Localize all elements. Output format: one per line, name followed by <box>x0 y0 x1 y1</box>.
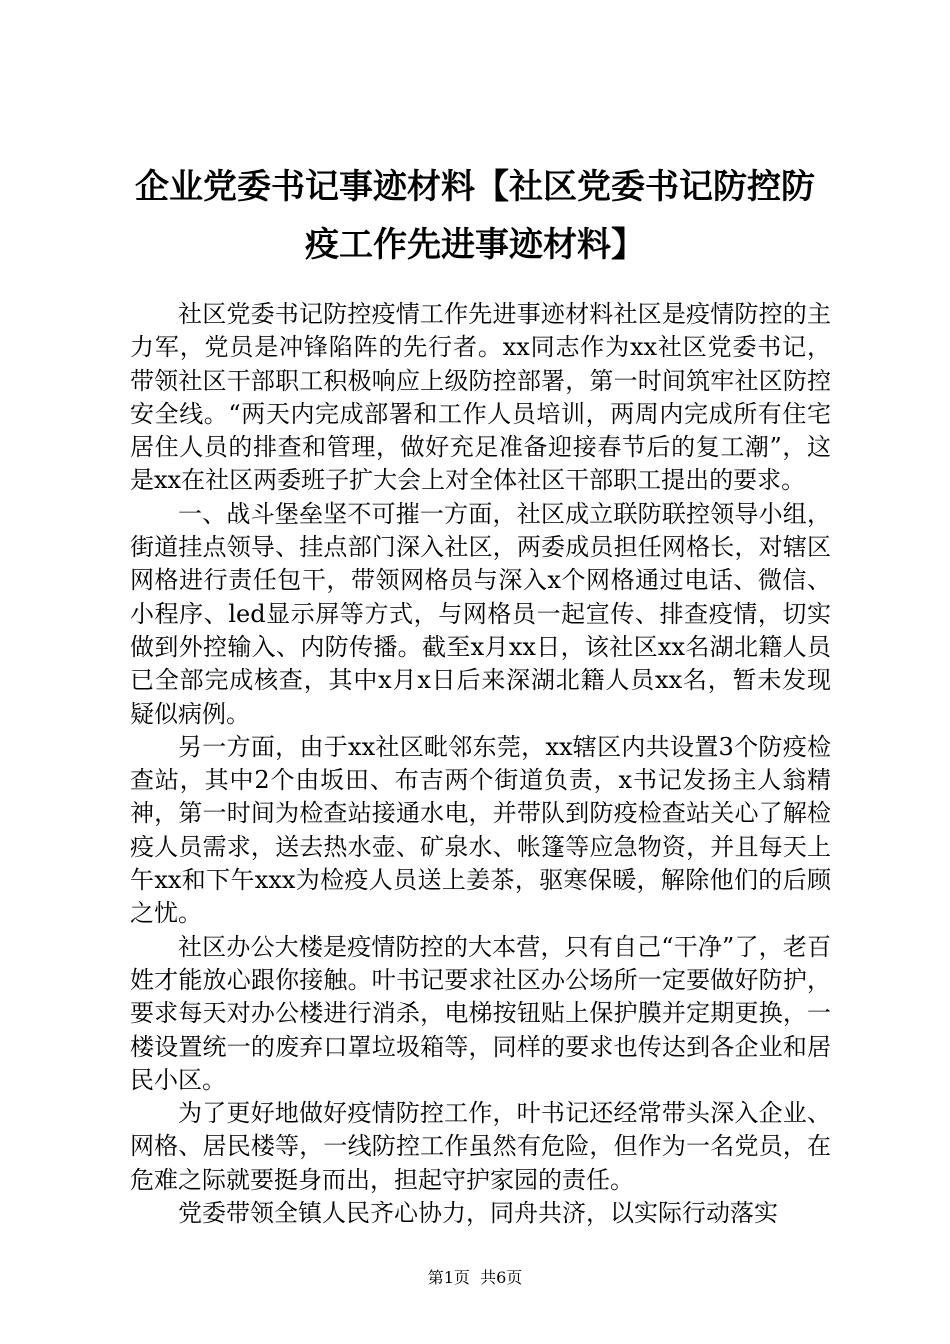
paragraph: 社区办公大楼是疫情防控的大本营，只有自己“干净”了，老百姓才能放心跟你接触。叶书记要求社区办公场所一定要做好防护，要求每天对办公楼进行消杀，电梯按钮贴上保护膜并定期更换，一楼设置统一的废弃口罩垃圾箱等，同样的要求也传达到各企业和居民小区。 <box>130 932 831 1094</box>
paragraph: 另一方面，由于xx社区毗邻东莞，xx辖区内共设置3个防疫检查站，其中2个由坂田、布吉两个街道负责，x书记发扬主人翁精神，第一时间为检查站接通水电，并带队到防疫检查站关心了解检疫人员需求，送去热水壶、矿泉水、帐篷等应急物资，并且每天上午xx和下午xxx为检疫人员送上姜茶，驱寒保暖，解除他们的后顾之忧。 <box>130 732 831 928</box>
paragraph: 党委带领全镇人民齐心协力，同舟共济，以实际行动落实 <box>178 1199 778 1228</box>
paragraph: 为了更好地做好疫情防控工作，叶书记还经常带头深入企业、网格、居民楼等，一线防控工作虽然有危险，但作为一名党员，在危难之际就要挺身而出，担起守护家园的责任。 <box>130 1099 831 1194</box>
page-number-footer: 第1页 共6页 <box>427 1268 523 1287</box>
paragraph: 一、战斗堡垒坚不可摧一方面，社区成立联防联控领导小组，街道挂点领导、挂点部门深入社区，两委成员担任网格长，对辖区网格进行责任包干，带领网格员与深入x个网格通过电话、微信、小程序、led显示屏等方式，与网格员一起宣传、排查疫情，切实做到外控输入、内防传播。截至x月xx日，该社区xx名湖北籍人员已全部完成核查，其中x月x日后来深湖北籍人员xx名，暂未发现疑似病例。 <box>130 499 831 728</box>
document-body <box>130 298 831 1230</box>
paragraph: 社区党委书记防控疫情工作先进事迹材料社区是疫情防控的主力军，党员是冲锋陷阵的先行者。xx同志作为xx社区党委书记，带领社区干部职工积极响应上级防控部署，第一时间筑牢社区防控安全线。“两天内完成部署和工作人员培训，两周内完成所有住宅居住人员的排查和管理，做好充足准备迎接春节后的复工潮”，这是xx在社区两委班子扩大会上对全体社区干部职工提出的要求。 <box>130 300 831 495</box>
document-title: 企业党委书记事迹材料【社区党委书记防控防疫工作先进事迹材料】 <box>135 167 815 265</box>
